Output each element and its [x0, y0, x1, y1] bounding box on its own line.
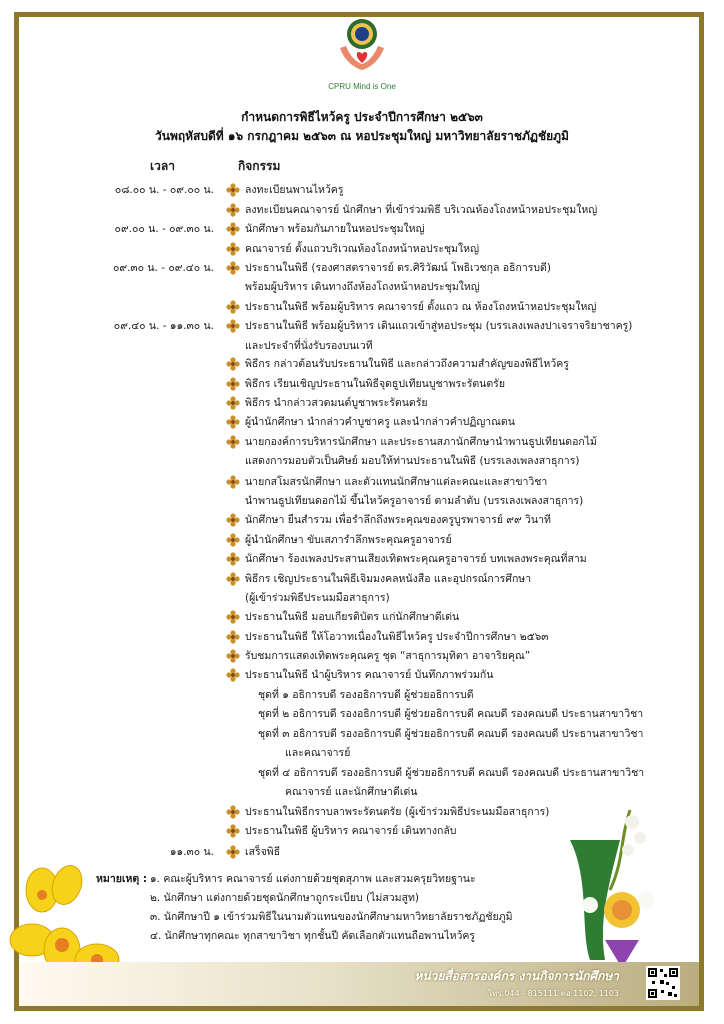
schedule-row	[0, 589, 724, 608]
qr-code-icon[interactable]	[646, 966, 680, 1000]
schedule-time: ๐๙.๔๐ น. - ๑๑.๓๐ น.	[113, 320, 214, 332]
schedule-activity: และประจำที่นั่งรับรองบนเวที	[245, 340, 373, 352]
schedule-activity: พิธีกร เรียนเชิญประธานในพิธีจุดธูปเทียนบูชาพระรัตนตรัย	[245, 378, 505, 390]
flower-bullet-icon	[226, 513, 240, 527]
schedule-row	[0, 317, 724, 336]
flower-bullet-icon	[226, 533, 240, 547]
schedule-activity: ประธานในพิธี ให้โอวาทเนื่องในพิธีไหว้ครู ประจำปีการศึกษา ๒๕๖๓	[245, 631, 549, 643]
flower-bullet-icon	[226, 824, 240, 838]
page-title: กำหนดการพิธีไหว้ครู ประจำปีการศึกษา ๒๕๖๓	[241, 110, 483, 124]
schedule-row	[0, 608, 724, 627]
flower-bullet-icon	[226, 435, 240, 449]
schedule-activity: และคณาจารย์	[285, 747, 351, 759]
schedule-row	[0, 705, 724, 724]
schedule-activity: แสดงการมอบตัวเป็นศิษย์ มอบให้ท่านประธานในพิธี (บรรเลงเพลงสาธุการ)	[245, 455, 580, 467]
schedule-row	[0, 181, 724, 200]
schedule-activity: ประธานในพิธี ผู้บริหาร คณาจารย์ เดินทางกลับ	[245, 825, 457, 837]
flower-bullet-icon	[226, 203, 240, 217]
schedule-row	[0, 666, 724, 685]
flower-bullet-icon	[226, 552, 240, 566]
schedule-activity: ชุดที่ ๒ อธิการบดี รองอธิการบดี ผู้ช่วยอธิการบดี คณบดี รองคณบดี ประธานสาขาวิชา	[258, 708, 644, 720]
schedule-row	[0, 220, 724, 239]
schedule-activity: พิธีกร เชิญประธานในพิธีเจิมมงคลหนังสือ และอุปกรณ์การศึกษา	[245, 573, 532, 585]
page-subtitle: วันพฤหัสบดีที่ ๑๖ กรกฎาคม ๒๕๖๓ ณ หอประชุมใหญ่ มหาวิทยาลัยราชภัฏชัยภูมิ	[155, 129, 569, 143]
flower-bullet-icon	[226, 319, 240, 333]
schedule-activity: รับชมการแสดงเทิดพระคุณครู ชุด “สาธุการมุทิตา อาจาริยคุณ”	[245, 650, 531, 662]
schedule-row	[0, 492, 724, 511]
note-item: ๑. คณะผู้บริหาร คณาจารย์ แต่งกายด้วยชุดสุภาพ และสวมครุยวิทยฐานะ	[150, 873, 476, 885]
schedule-row	[0, 201, 724, 220]
notes-label: หมายเหตุ :	[96, 873, 148, 885]
footer-unit: หน่วยสื่อสารองค์กร งานกิจการนักศึกษา	[414, 969, 619, 983]
schedule-row	[0, 240, 724, 259]
schedule-activity: ประธานในพิธี มอบเกียรติบัตร แก่นักศึกษาดีเด่น	[245, 611, 460, 623]
schedule-row	[0, 531, 724, 550]
header-activity: กิจกรรม	[238, 159, 281, 173]
flower-bullet-icon	[226, 357, 240, 371]
schedule-activity: ชุดที่ ๓ อธิการบดี รองอธิการบดี ผู้ช่วยอธิการบดี คณบดี รองคณบดี ประธานสาขาวิชา	[258, 728, 644, 740]
schedule-row	[0, 570, 724, 589]
schedule-time: ๐๘.๐๐ น. - ๐๙.๐๐ น.	[114, 184, 214, 196]
flower-bullet-icon	[226, 222, 240, 236]
note-item: ๓. นักศึกษาปี ๑ เข้าร่วมพิธีในนามตัวแทนของนักศึกษามหาวิทยาลัยราชภัฏชัยภูมิ	[150, 911, 513, 923]
note-item: ๔. นักศึกษาทุกคณะ ทุกสาขาวิชา ทุกชั้นปี คัดเลือกตัวแทนถือพานไหว้ครู	[150, 930, 476, 942]
flower-bullet-icon	[226, 261, 240, 275]
schedule-row	[0, 511, 724, 530]
flower-bullet-icon	[226, 630, 240, 644]
flower-bullet-icon	[226, 242, 240, 256]
cpru-logo-icon	[332, 14, 392, 74]
flower-bullet-icon	[226, 610, 240, 624]
schedule-time: ๐๙.๓๐ น. - ๐๙.๔๐ น.	[113, 262, 214, 274]
schedule-row	[0, 259, 724, 278]
schedule-activity: นายกสโมสรนักศึกษา และตัวแทนนักศึกษาแต่ละคณะและสาขาวิชา	[245, 476, 548, 488]
schedule-activity: คณาจารย์ และนักศึกษาดีเด่น	[285, 786, 418, 798]
flower-bullet-icon	[226, 805, 240, 819]
schedule-time: ๐๙.๐๐ น. - ๐๙.๓๐ น.	[114, 223, 214, 235]
schedule-activity: นำพานธูปเทียนดอกไม้ ขึ้นไหว้ครูอาจารย์ ตามลำดับ (บรรเลงเพลงสาธุการ)	[245, 495, 584, 507]
schedule-row	[0, 473, 724, 492]
footer-banner	[19, 962, 699, 1006]
schedule-row	[0, 744, 724, 763]
schedule-row	[0, 413, 724, 432]
schedule-activity: ผู้นำนักศึกษา ขับเสภารำลึกพระคุณครูอาจารย์	[245, 534, 452, 546]
schedule-activity: คณาจารย์ ตั้งแถวบริเวณห้องโถงหน้าหอประชุมใหญ่	[245, 243, 480, 255]
schedule-activity: เสร็จพิธี	[245, 846, 281, 858]
schedule-activity: พิธีกร กล่าวต้อนรับประธานในพิธี และกล่าวถึงความสำคัญของพิธีไหว้ครู	[245, 358, 569, 370]
flower-bullet-icon	[226, 377, 240, 391]
schedule-row	[0, 337, 724, 356]
schedule-activity: ชุดที่ ๑ อธิการบดี รองอธิการบดี ผู้ช่วยอธิการบดี	[258, 689, 474, 701]
schedule-activity: ลงทะเบียนพานไหว้ครู	[245, 184, 344, 196]
footer-tel: โทร.044 - 815111 ต่อ 1102, 1103	[487, 989, 619, 998]
schedule-row	[0, 452, 724, 471]
note-item: ๒. นักศึกษา แต่งกายด้วยชุดนักศึกษาถูกระเบียบ (ไม่สวมสูท)	[150, 892, 419, 904]
schedule-row	[0, 550, 724, 569]
schedule-activity: ลงทะเบียนคณาจารย์ นักศึกษา ที่เข้าร่วมพิธี บริเวณห้องโถงหน้าหอประชุมใหญ่	[245, 204, 598, 216]
schedule-activity: พิธีกร นำกล่าวสวดมนต์บูชาพระรัตนตรัย	[245, 397, 428, 409]
flower-bullet-icon	[226, 300, 240, 314]
schedule-activity: ชุดที่ ๔ อธิการบดี รองอธิการบดี ผู้ช่วยอธิการบดี คณบดี รองคณบดี ประธานสาขาวิชา	[258, 767, 645, 779]
schedule-activity: ผู้นำนักศึกษา นำกล่าวคำบูชาครู และนำกล่าวคำปฏิญาณตน	[245, 416, 515, 428]
schedule-activity: นักศึกษา ร้องเพลงประสานเสียงเทิดพระคุณครูอาจารย์ บทเพลงพระคุณที่สาม	[245, 553, 587, 565]
flower-bullet-icon	[226, 668, 240, 682]
schedule-row	[0, 725, 724, 744]
flower-bullet-icon	[226, 845, 240, 859]
schedule-row	[0, 278, 724, 297]
schedule-activity: นักศึกษา พร้อมกันภายในหอประชุมใหญ่	[245, 223, 425, 235]
logo-caption: CPRU Mind is One	[328, 82, 396, 91]
schedule-activity: ประธานในพิธี พร้อมผู้บริหาร เดินแถวเข้าสู่หอประชุม (บรรเลงเพลงปาเจราจริยาชาครู)	[245, 320, 633, 332]
schedule-activity: (ผู้เข้าร่วมพิธีประนมมือสาธุการ)	[245, 592, 390, 604]
flower-bullet-icon	[226, 649, 240, 663]
schedule-activity: ประธานในพิธีกราบลาพระรัตนตรัย (ผู้เข้าร่วมพิธีประนมมือสาธุการ)	[245, 806, 550, 818]
flower-bullet-icon	[226, 415, 240, 429]
schedule-activity: นักศึกษา ยืนสำรวม เพื่อรำลึกถึงพระคุณของครูบูรพาจารย์ ๙๙ วินาที	[245, 514, 551, 526]
schedule-row	[0, 298, 724, 317]
schedule-activity: พร้อมผู้บริหาร เดินทางถึงห้องโถงหน้าหอประชุมใหญ่	[245, 281, 480, 293]
schedule-row	[0, 375, 724, 394]
flower-bullet-icon	[226, 475, 240, 489]
schedule-row	[0, 628, 724, 647]
schedule-row	[0, 433, 724, 452]
schedule-activity: ประธานในพิธี พร้อมผู้บริหาร คณาจารย์ ตั้งแถว ณ ห้องโถงหน้าหอประชุมใหญ่	[245, 301, 597, 313]
schedule-row	[0, 764, 724, 783]
header-time: เวลา	[150, 159, 175, 173]
schedule-row	[0, 686, 724, 705]
schedule-row	[0, 394, 724, 413]
schedule-row	[0, 647, 724, 666]
schedule-time: ๑๑.๓๐ น.	[169, 846, 214, 858]
flower-bullet-icon	[226, 572, 240, 586]
schedule-activity: ประธานในพิธี นำผู้บริหาร คณาจารย์ บันทึกภาพร่วมกัน	[245, 669, 494, 681]
flower-garland-icon	[550, 800, 660, 970]
flower-bullet-icon	[226, 183, 240, 197]
schedule-activity: ประธานในพิธี (รองศาสตราจารย์ ดร.ศิริวัฒน์ โพธิเวชกุล อธิการบดี)	[245, 262, 551, 274]
schedule-row	[0, 355, 724, 374]
flower-bullet-icon	[226, 396, 240, 410]
schedule-activity: นายกองค์การบริหารนักศึกษา และประธานสภานักศึกษานำพานธูปเทียนดอกไม้	[245, 436, 597, 448]
